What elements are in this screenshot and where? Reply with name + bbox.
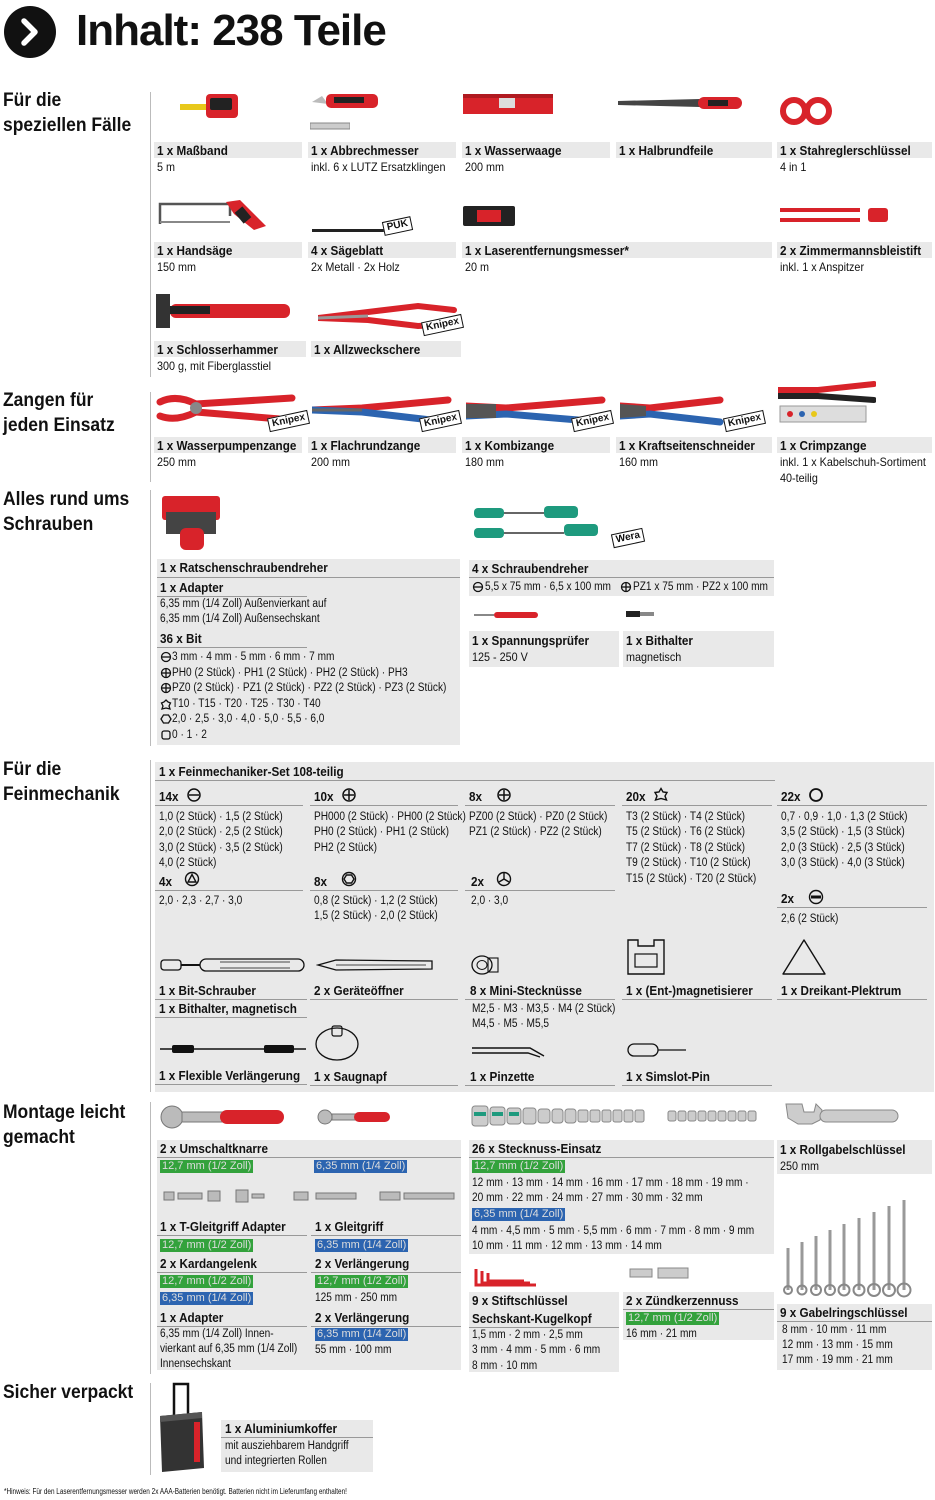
fine-c4-line: T9 (2 Stück) · T10 (2 Stück) xyxy=(626,857,751,869)
fine-col3-count: 8x xyxy=(469,789,483,804)
arrow-circle-icon xyxy=(4,6,56,58)
item-flachrundzange: 1 x Flachrundzange 200 mm xyxy=(311,438,421,469)
fine-c4-line: T7 (2 Stück) · T8 (2 Stück) xyxy=(626,842,746,854)
fine-c5-line: 2,0 (3 Stück) · 2,5 (3 Stück) xyxy=(781,842,905,854)
fine-d3-line: 2,0 · 3,0 xyxy=(471,895,509,907)
tag-quarter-inch: 6,35 mm (1/4 Zoll) xyxy=(317,1328,407,1340)
hex-keys-icon xyxy=(472,1265,542,1289)
screw-adapter-line2: 6,35 mm (1/4 Zoll) Außensechskant xyxy=(160,613,320,625)
ratchet-large-icon xyxy=(158,1104,286,1130)
section-title-mount: Montage leicht gemacht xyxy=(3,1102,126,1148)
screwdrivers-slot-line: 5,5 x 75 mm · 6,5 x 100 mm xyxy=(485,581,611,593)
mount-adapter-line: 6,35 mm (1/4 Zoll) Innen- xyxy=(160,1328,274,1340)
utility-knife-icon xyxy=(312,90,380,112)
brand-knipex-1: Knipex xyxy=(267,410,310,432)
phillips-icon xyxy=(341,787,357,803)
page-title: Inhalt: 238 Teile xyxy=(76,6,386,55)
screw-bits-label: 36 x Bit xyxy=(160,631,202,646)
fine-set-label: 1 x Feinmechaniker-Set 108-teilig xyxy=(159,764,344,779)
socket-set-icon xyxy=(470,1104,770,1128)
brand-puk: PUK xyxy=(382,216,413,236)
mount-gabel-label: 9 x Gabelringschlüssel xyxy=(780,1305,908,1320)
item-kraftseitenschneider: 1 x Kraftseitenschneider 160 mm xyxy=(619,438,755,469)
fine-c2-line: PH2 (2 Stück) xyxy=(314,842,377,854)
pencil-icon xyxy=(780,206,890,224)
item-handsaege: 1 x Handsäge 150 mm xyxy=(157,243,233,274)
item-strahlreglerschluessel: 1 x Stahreglerschlüssel 4 in 1 xyxy=(780,143,911,174)
bit-driver-icon xyxy=(160,956,306,974)
hacksaw-icon xyxy=(156,196,268,232)
brand-knipex-scissors: Knipex xyxy=(421,314,464,336)
section-title-fine: Für die Feinmechanik xyxy=(3,759,120,805)
item-zimmermannsbleistift: 2 x Zimmermannsbleistift inkl. 1 x Anspitzer xyxy=(780,243,922,274)
item-geraeteoeffner: 2 x Geräteöffner xyxy=(314,983,404,998)
file-icon xyxy=(618,96,744,110)
bit-line-torx: T10 · T15 · T20 · T25 · T30 · T40 xyxy=(172,698,321,710)
screw-adapter-label: 1 x Adapter xyxy=(160,580,224,595)
gabel-line: 17 mm · 19 mm · 21 mm xyxy=(782,1354,893,1366)
hex-nut-bit-icon xyxy=(341,871,357,887)
hex-icon xyxy=(808,787,824,803)
y-bit-icon xyxy=(496,871,512,887)
spirit-level-icon xyxy=(463,92,553,116)
mount-nuss-label: 26 x Stecknuss-Einsatz xyxy=(472,1141,602,1156)
magnetizer-icon xyxy=(626,938,666,976)
trolley-case-icon xyxy=(154,1382,208,1474)
screw-adapter-line1: 6,35 mm (1/4 Zoll) Außenvierkant auf xyxy=(160,598,327,610)
zund-sub: 16 mm · 21 mm xyxy=(626,1328,697,1340)
fine-col5-count: 22x xyxy=(781,789,801,804)
fine-c5-line: 0,7 · 0,9 · 1,0 · 1,3 (2 Stück) xyxy=(781,811,908,823)
tag-quarter-inch: 6,35 mm (1/4 Zoll) xyxy=(317,1239,407,1251)
item-wasserwaage: 1 x Wasserwaage 200 mm xyxy=(465,143,562,174)
fine-c2-line: PH0 (2 Stück) · PH1 (2 Stück) xyxy=(314,826,449,838)
gabel-line: 8 mm · 10 mm · 11 mm xyxy=(782,1324,887,1336)
suction-cup-icon xyxy=(314,1024,360,1062)
adjustable-wrench-icon xyxy=(782,1100,900,1130)
screw-ratchet-label: 1 x Ratschenschraubendreher xyxy=(160,560,328,575)
section-title-case: Sicher verpackt xyxy=(3,1382,134,1403)
item-allzweckschere: 1 x Allzweckschere xyxy=(314,342,421,357)
brand-knipex-4: Knipex xyxy=(723,410,766,432)
mount-verl1-label: 2 x Verlängerung xyxy=(315,1256,410,1271)
section-title-pliers: Zangen für jeden Einsatz xyxy=(3,390,115,436)
fine-c1-line: 3,0 (2 Stück) · 3,5 (2 Stück) xyxy=(159,842,283,854)
fine-d1-count: 4x xyxy=(159,874,173,889)
fine-col2-count: 10x xyxy=(314,789,334,804)
stift-line: 3 mm · 4 mm · 5 mm · 6 mm xyxy=(472,1344,601,1356)
tag-quarter-inch: 6,35 mm (1/4 Zoll) xyxy=(316,1160,406,1172)
bit-holder-icon xyxy=(626,606,656,616)
item-simslot-pin: 1 x Simslot-Pin xyxy=(626,1069,710,1084)
item-mini-stecknuesse: 8 x Mini-Stecknüsse xyxy=(470,983,582,998)
mount-adapter-line: vierkant auf 6,35 mm (1/4 Zoll) xyxy=(160,1343,298,1355)
fine-c4-line: T5 (2 Stück) · T6 (2 Stück) xyxy=(626,826,746,838)
adapters-icon xyxy=(160,1186,460,1206)
bit-line-square: 0 · 1 · 2 xyxy=(172,729,207,741)
spark-plug-socket-icon xyxy=(628,1266,690,1280)
section-title-special: Für die speziellen Fälle xyxy=(3,90,132,136)
tag-half-inch: 12,7 mm (1/2 Zoll) xyxy=(474,1160,564,1172)
mount-tgleit-label: 1 x T-Gleitgriff Adapter xyxy=(160,1219,286,1234)
device-opener-icon xyxy=(316,958,434,972)
pozi-icon xyxy=(620,581,632,593)
mini-socket-line2: M4,5 · M5 · M5,5 xyxy=(472,1018,550,1030)
mini-socket-icon xyxy=(470,954,500,976)
gabel-line: 12 mm · 13 mm · 15 mm xyxy=(782,1339,893,1351)
flexible-extension-icon xyxy=(160,1042,306,1056)
screwdrivers-label: 4 x Schraubendreher xyxy=(472,561,589,576)
item-abbrechmesser: 1 x Abbrechmesser inkl. 6 x LUTZ Ersatzklingen xyxy=(311,143,446,174)
fine-c5-line: 3,5 (2 Stück) · 1,5 (3 Stück) xyxy=(781,826,905,838)
combination-wrenches-icon xyxy=(780,1196,914,1298)
mount-adapter-label: 1 x Adapter xyxy=(160,1310,224,1325)
ratchet-screwdriver-set-icon xyxy=(160,494,222,554)
fine-d5-count: 2x xyxy=(781,891,795,906)
item-crimpzange: 1 x Crimpzange inkl. 1 x Kabelschuh-Sortiment 40-teilig xyxy=(780,438,926,485)
brand-knipex-3: Knipex xyxy=(571,410,614,432)
fine-c4-line: T3 (2 Stück) · T4 (2 Stück) xyxy=(626,811,746,823)
fine-c1-line: 2,0 (2 Stück) · 2,5 (2 Stück) xyxy=(159,826,283,838)
item-saugnapf: 1 x Saugnapf xyxy=(314,1069,387,1084)
mini-socket-line1: M2,5 · M3 · M3,5 · M4 (2 Stück) xyxy=(472,1003,616,1015)
item-halbrundfeile: 1 x Halbrundfeile xyxy=(619,143,714,158)
item-massband: 1 x Maßband 5 m xyxy=(157,143,228,174)
item-bithalter-magnetisch: 1 x Bithalter, magnetisch xyxy=(159,1001,297,1016)
fine-c1-line: 4,0 (2 Stück) xyxy=(159,857,217,869)
fine-d2-line: 1,5 (2 Stück) · 2,0 (2 Stück) xyxy=(314,910,438,922)
brand-knipex-2: Knipex xyxy=(419,410,462,432)
pozidriv-icon xyxy=(496,787,512,803)
slot-icon xyxy=(186,787,202,803)
tag-half-inch: 12,7 mm (1/2 Zoll) xyxy=(317,1275,407,1287)
item-bit-schrauber: 1 x Bit-Schrauber xyxy=(159,983,256,998)
item-spannungspruefer: 1 x Spannungsprüfer 125 - 250 V xyxy=(472,633,590,664)
fine-d1-line: 2,0 · 2,3 · 2,7 · 3,0 xyxy=(159,895,243,907)
tag-quarter-inch: 6,35 mm (1/4 Zoll) xyxy=(162,1292,252,1304)
tweezers-icon xyxy=(470,1044,546,1058)
mount-stift2-label: Sechskant-Kugelkopf xyxy=(472,1311,592,1326)
mount-verl2-label: 2 x Verlängerung xyxy=(315,1310,410,1325)
crimping-pliers-icon xyxy=(778,380,876,426)
blade-icon xyxy=(310,118,350,128)
nuss-half-line: 20 mm · 22 mm · 24 mm · 27 mm · 30 mm · 32 mm xyxy=(472,1192,703,1204)
fine-c4-line: T15 (2 Stück) · T20 (2 Stück) xyxy=(626,873,757,885)
item-wasserpumpenzange: 1 x Wasserpumpenzange 250 mm xyxy=(157,438,297,469)
torx-icon xyxy=(653,787,669,803)
mount-adapter-line: Innensechskant xyxy=(160,1358,231,1370)
footnote: *Hinweis: Für den Laserentfernungsmesser werden 2x AAA-Batterien benötigt. Batterien nicht im Lieferumfang enthalten! xyxy=(4,1487,347,1496)
mount-gleit-label: 1 x Gleitgriff xyxy=(315,1219,384,1234)
fine-d3-count: 2x xyxy=(471,874,485,889)
saw-blade-icon xyxy=(312,222,384,230)
mount-verl2-sub: 55 mm · 100 mm xyxy=(315,1344,392,1356)
stift-line: 8 mm · 10 mm xyxy=(472,1360,538,1372)
fine-c3-line: PZ1 (2 Stück) · PZ2 (2 Stück) xyxy=(469,826,602,838)
simslot-pin-icon xyxy=(626,1042,688,1058)
screwdrivers-icon xyxy=(470,502,610,544)
case-line1: mit ausziehbarem Handgriff xyxy=(225,1440,349,1452)
nuss-quarter-line: 4 mm · 4,5 mm · 5 mm · 5,5 mm · 6 mm · 7 mm · 8 mm · 9 mm xyxy=(472,1225,755,1237)
triangle-bit-icon xyxy=(184,871,200,887)
voltage-tester-icon xyxy=(474,606,538,614)
mount-verl1-sub: 125 mm · 250 mm xyxy=(315,1292,398,1304)
tag-half-inch: 12,7 mm (1/2 Zoll) xyxy=(162,1239,252,1251)
item-pinzette: 1 x Pinzette xyxy=(470,1069,535,1084)
item-schlosserhammer: 1 x Schlosserhammer 300 g, mit Fiberglasstiel xyxy=(157,342,278,373)
tape-measure-icon xyxy=(180,92,240,120)
bit-line-pz: PZ0 (2 Stück) · PZ1 (2 Stück) · PZ2 (2 Stück) · PZ3 (2 Stück) xyxy=(172,682,447,694)
fine-d2-count: 8x xyxy=(314,874,328,889)
fine-c3-line: PZ00 (2 Stück) · PZ0 (2 Stück) xyxy=(469,811,608,823)
mount-knarre-label: 2 x Umschaltknarre xyxy=(160,1141,268,1156)
bit-type-icons xyxy=(160,651,172,743)
bit-line-ph: PH0 (2 Stück) · PH1 (2 Stück) · PH2 (2 Stück) · PH3 xyxy=(172,667,408,679)
mount-kardan-label: 2 x Kardangelenk xyxy=(160,1256,257,1271)
hammer-icon xyxy=(156,292,292,338)
laser-distance-meter-icon xyxy=(463,206,515,226)
item-laserentfernungsmesser: 1 x Laserentfernungsmesser* 20 m xyxy=(465,243,629,274)
brand-wera: Wera xyxy=(611,528,645,548)
mount-zund-label: 2 x Zündkerzennuss xyxy=(626,1293,739,1308)
item-saegeblatt: 4 x Sägeblatt 2x Metall · 2x Holz xyxy=(311,243,400,274)
case-line2: und integrierten Rollen xyxy=(225,1455,327,1467)
aerator-key-icon xyxy=(780,96,832,126)
mount-stift-label: 9 x Stiftschlüssel xyxy=(472,1293,568,1308)
nuss-half-line: 12 mm · 13 mm · 14 mm · 16 mm · 17 mm · 18 mm · 19 mm · xyxy=(472,1177,749,1189)
ratchet-small-icon xyxy=(316,1108,392,1126)
bit-line-slot: 3 mm · 4 mm · 5 mm · 6 mm · 7 mm xyxy=(172,651,335,663)
stift-line: 1,5 mm · 2 mm · 2,5 mm xyxy=(472,1329,583,1341)
item-flexible-verlaengerung: 1 x Flexible Verlängerung xyxy=(159,1068,301,1083)
case-label: 1 x Aluminiumkoffer xyxy=(225,1421,338,1436)
item-kombizange: 1 x Kombizange 180 mm xyxy=(465,438,555,469)
item-entmagnetisierer: 1 x (Ent-)magnetisierer xyxy=(626,983,753,998)
tag-half-inch: 12,7 mm (1/2 Zoll) xyxy=(162,1275,252,1287)
item-dreikant-plektrum: 1 x Dreikant-Plektrum xyxy=(781,983,902,998)
triangle-plectrum-icon xyxy=(781,938,827,976)
screwdrivers-pz-line: PZ1 x 75 mm · PZ2 x 100 mm xyxy=(633,581,768,593)
fine-d5-line: 2,6 (2 Stück) xyxy=(781,913,839,925)
slot-icon xyxy=(472,581,484,593)
item-rollgabelschluessel: 1 x Rollgabelschlüssel 250 mm xyxy=(780,1142,906,1173)
item-bithalter: 1 x Bithalter magnetisch xyxy=(626,633,693,664)
tri-wing-bit-icon xyxy=(808,889,824,905)
fine-c1-line: 1,0 (2 Stück) · 1,5 (2 Stück) xyxy=(159,811,283,823)
tag-half-inch: 12,7 mm (1/2 Zoll) xyxy=(628,1312,718,1324)
fine-col4-count: 20x xyxy=(626,789,646,804)
fine-c5-line: 3,0 (3 Stück) · 4,0 (3 Stück) xyxy=(781,857,905,869)
fine-d2-line: 0,8 (2 Stück) · 1,2 (2 Stück) xyxy=(314,895,438,907)
fine-c2-line: PH000 (2 Stück) · PH00 (2 Stück) xyxy=(314,811,466,823)
tag-quarter-inch: 6,35 mm (1/4 Zoll) xyxy=(474,1208,564,1220)
section-title-screw: Alles rund ums Schrauben xyxy=(3,489,130,535)
bit-line-hex: 2,0 · 2,5 · 3,0 · 4,0 · 5,0 · 5,5 · 6,0 xyxy=(172,713,325,725)
nuss-quarter-line: 10 mm · 11 mm · 12 mm · 13 mm · 14 mm xyxy=(472,1240,662,1252)
fine-col1-count: 14x xyxy=(159,789,179,804)
tag-half-inch: 12,7 mm (1/2 Zoll) xyxy=(162,1160,252,1172)
